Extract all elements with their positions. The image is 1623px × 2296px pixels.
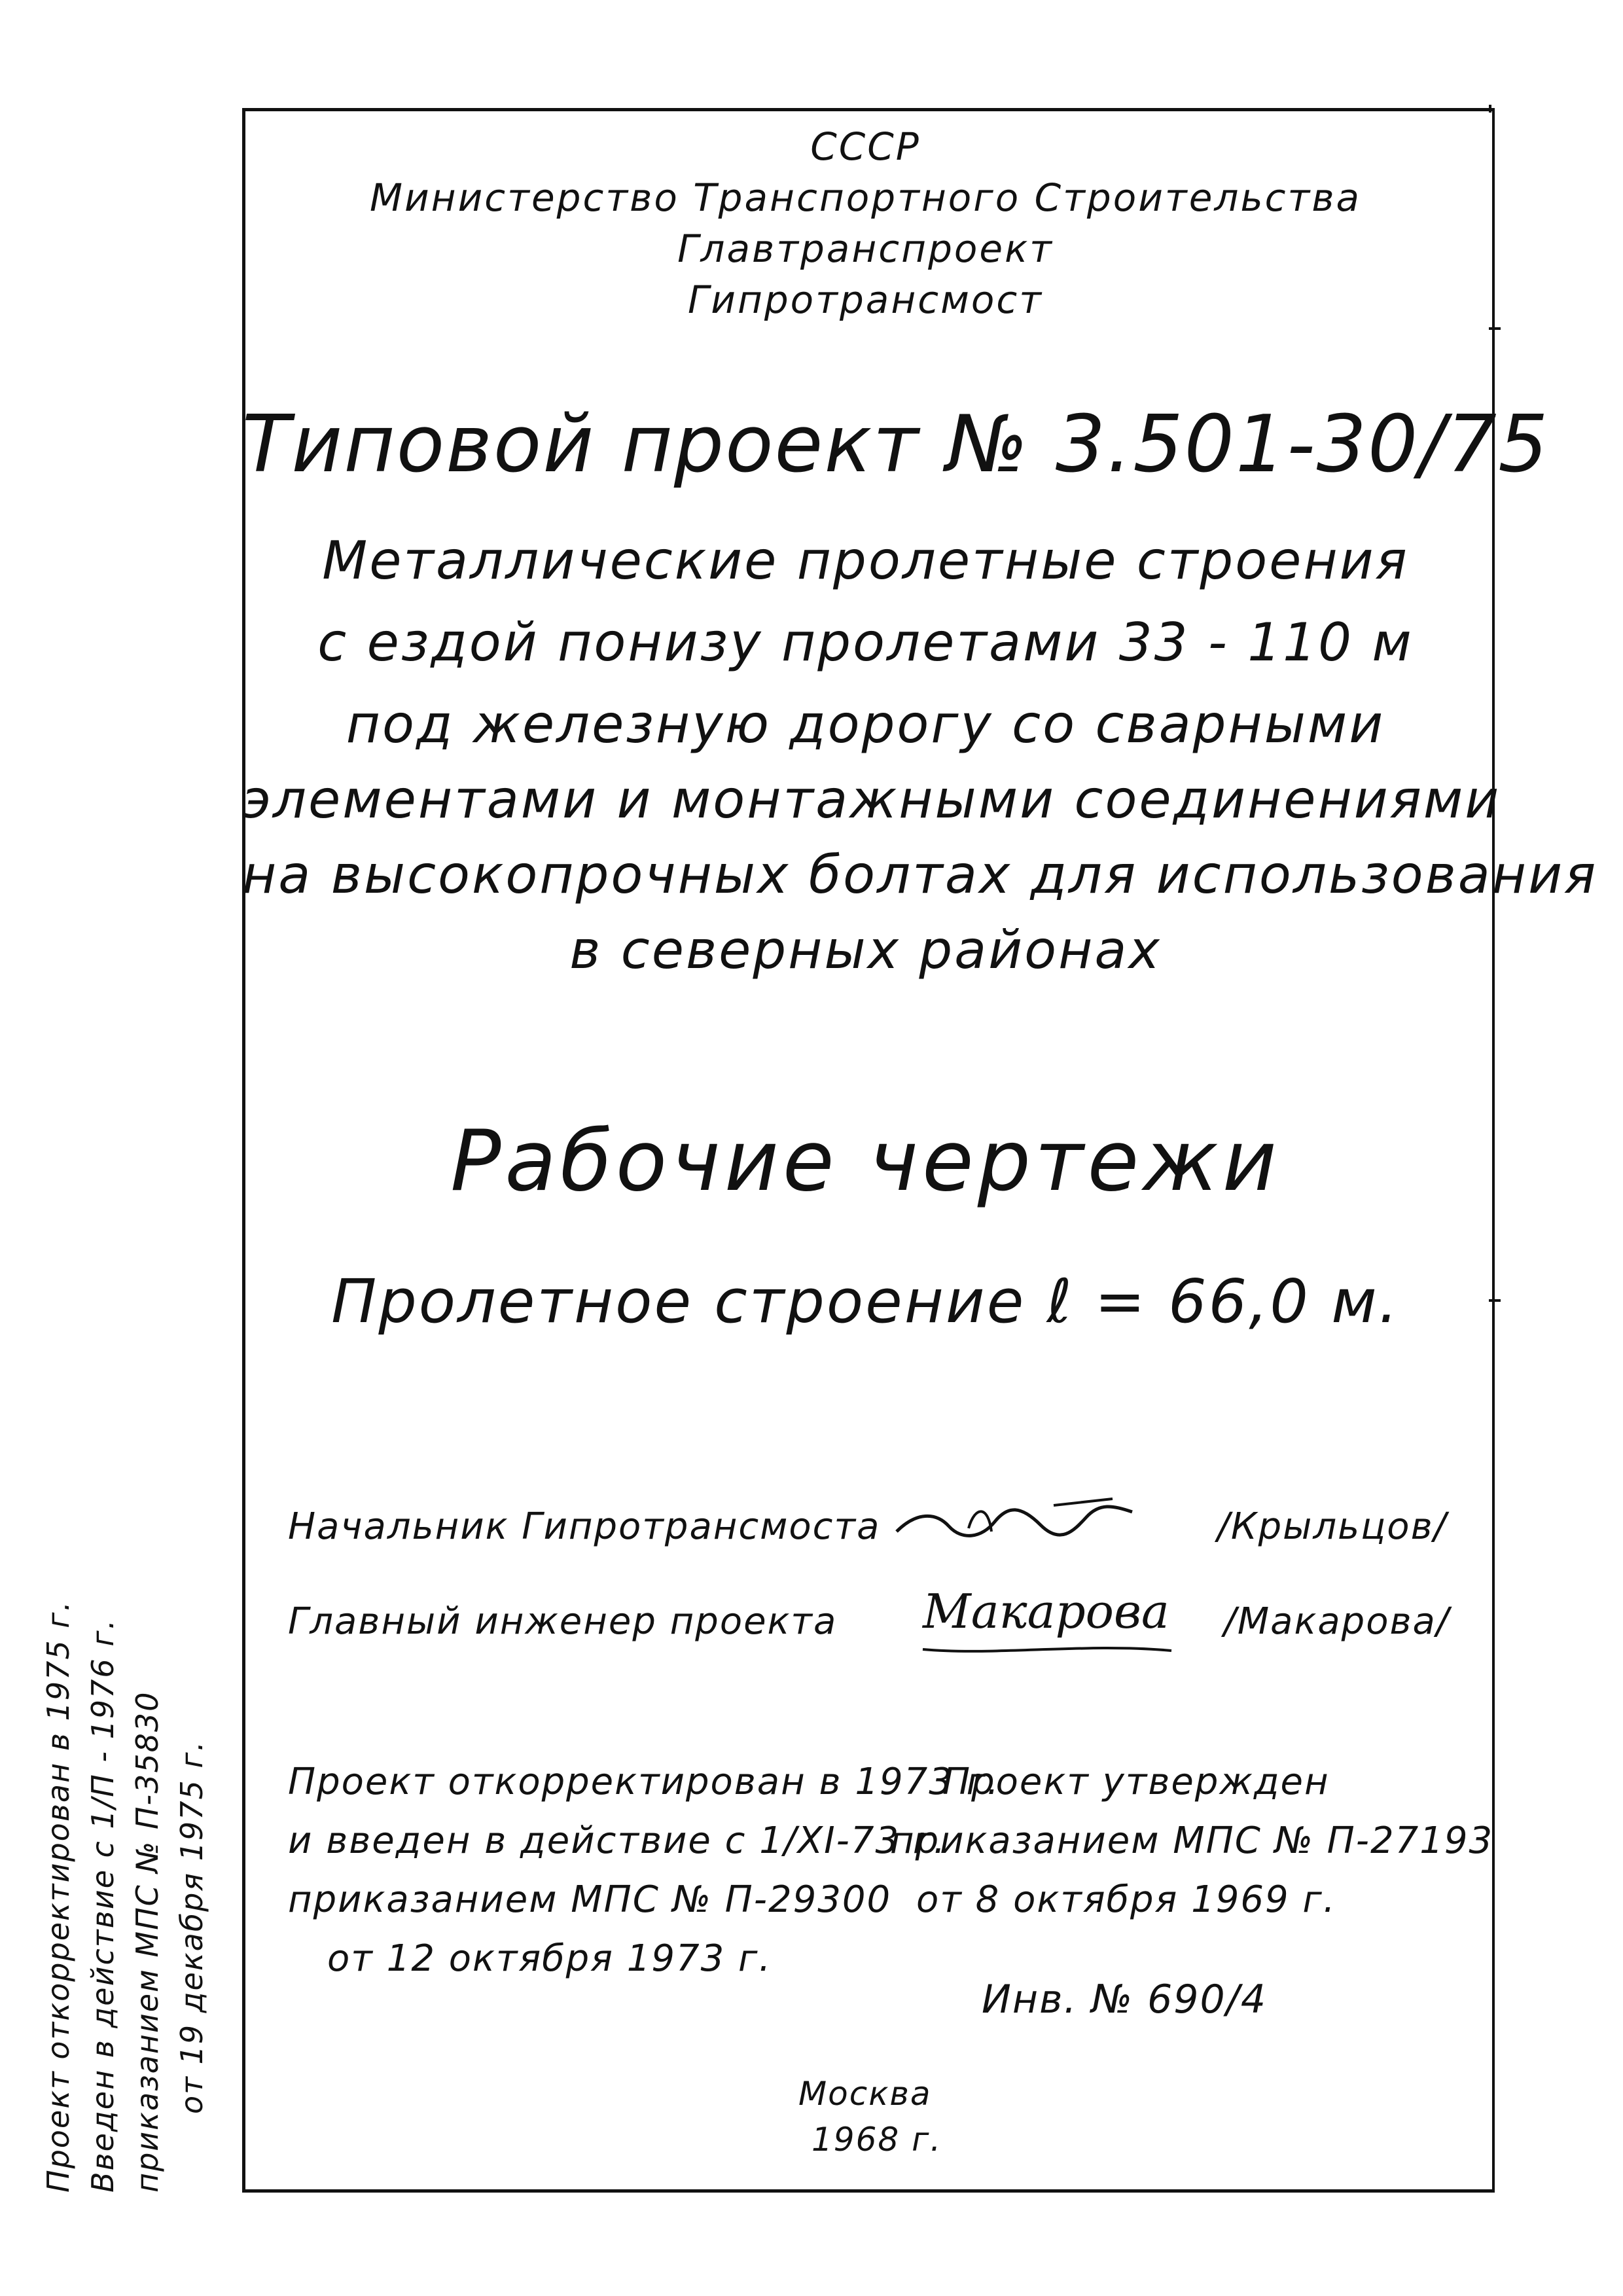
corrections-line-1: Проект откорректирован в 1973 г.: [288, 1761, 1000, 1803]
year-label: 1968 г.: [812, 2121, 942, 2159]
signature-position-2: Главный инженер проекта: [288, 1600, 838, 1643]
side-note-line-2: Введен в действие с 1/П - 1976 г.: [85, 1618, 120, 2193]
country-label: СССР: [810, 124, 921, 169]
corrections-line-2: и введен в действие с 1/XI-73 г.: [288, 1820, 947, 1862]
signature-name-1: /Крыльцов/: [1217, 1505, 1448, 1548]
side-note-line-4: от 19 декабря 1975 г.: [174, 1740, 209, 2114]
main-department-label: Главтранспроект: [677, 226, 1054, 271]
side-note-line-3: приказанием МПС № П-35830: [130, 1691, 165, 2193]
approval-line-1: Проект утвержден: [942, 1761, 1330, 1803]
document-type: Рабочие чертежи: [450, 1113, 1281, 1210]
description-line-6: в северных районах: [569, 920, 1162, 980]
inventory-number: Инв. № 690/4: [982, 1977, 1268, 2022]
side-correction-note: [36, 1551, 219, 2193]
description-line-4: элементами и монтажными соединениями: [242, 769, 1501, 830]
frame-tick-right-2: [1489, 1299, 1501, 1302]
signature-name-2: /Макарова/: [1224, 1600, 1450, 1643]
approval-line-3: от 8 октября 1969 г.: [916, 1878, 1336, 1921]
frame-tick-top: [1489, 105, 1491, 113]
signature-scribble-1: [890, 1486, 1139, 1558]
place-label: Москва: [798, 2075, 932, 2113]
span-structure: Пролетное строение ℓ = 66,0 м.: [331, 1266, 1400, 1336]
description-line-2: с ездой понизу пролетами 33 - 110 м: [317, 612, 1414, 673]
institute-label: Гипротрансмост: [687, 278, 1044, 322]
description-line-3: под железную дорогу со сварными: [346, 694, 1385, 755]
corrections-line-4: от 12 октября 1973 г.: [327, 1937, 772, 1980]
project-title: Типовой проект № 3.501-30/75: [242, 399, 1550, 490]
approval-line-2: приказанием МПС № П-27193: [890, 1820, 1494, 1862]
signature-handwritten-2: Макарова: [923, 1584, 1169, 1639]
side-note-line-1: Проект откорректирован в 1975 г.: [41, 1600, 76, 2193]
signature-underline-2: [916, 1636, 1178, 1662]
frame-tick-right-1: [1489, 327, 1501, 330]
corrections-line-3: приказанием МПС № П-29300: [288, 1878, 892, 1921]
signature-position-1: Начальник Гипротрансмоста: [288, 1505, 881, 1548]
ministry-label: Министерство Транспортного Строительства: [369, 175, 1362, 220]
description-line-1: Металлические пролетные строения: [322, 530, 1409, 591]
description-line-5: на высокопрочных болтах для использования: [242, 844, 1598, 905]
